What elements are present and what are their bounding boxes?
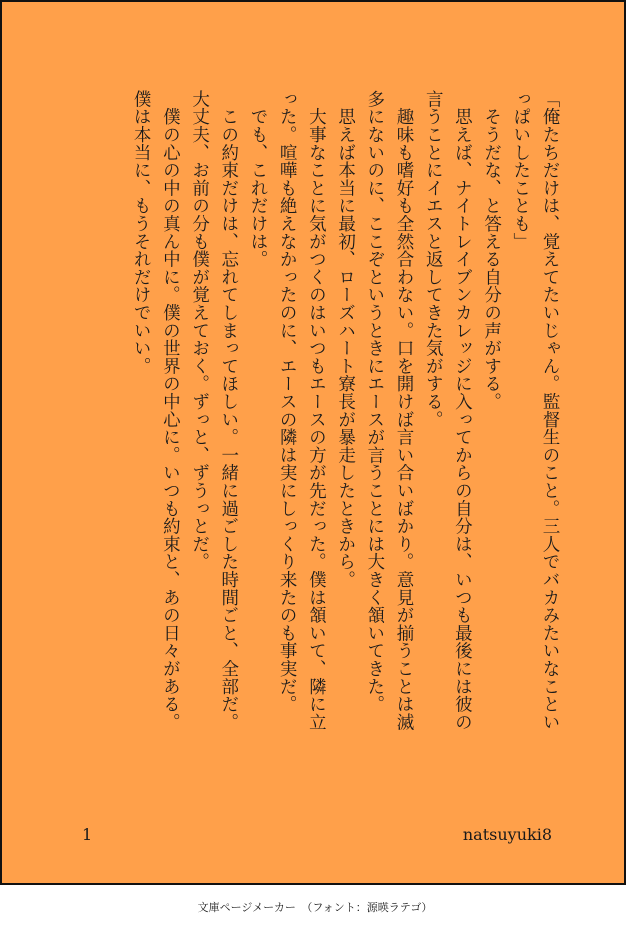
paragraph: 趣味も嗜好も全然合わない。口を開けば言い合いばかり。意見が揃うことは滅 多にないのに、ここぞというときにエースが言うことには大きく頷いてきた。 xyxy=(364,90,414,731)
paragraph: 思えば本当に最初、ローズハート寮長が暴走したときから。 xyxy=(335,90,356,589)
paragraph: でも、これだけは。 xyxy=(247,90,268,268)
generator-credit: 文庫ページメーカー （フォント：源暎ラテゴ） xyxy=(197,901,433,914)
paragraph: 思えば、ナイトレイブンカレッジに入ってからの自分は、いつも最後には彼の 言うことにイエスと返してきた気がする。 xyxy=(423,90,473,731)
paragraph: この約束だけは、忘れてしまってほしい。一緒に過ごした時間ごと、全部だ。 xyxy=(218,90,239,731)
paragraph: 大事なことに気がつくのはいつもエースの方が先だった。僕は頷いて、隣に立 った。喧嘩も絶えなかったのに、エースの隣は実にしっくり来たのも事実だ。 xyxy=(277,90,327,731)
author-name: natsuyuki8 xyxy=(462,825,552,844)
page-number: 1 xyxy=(82,825,93,844)
vertical-text-body xyxy=(74,90,564,808)
paragraph: 大丈夫、お前の分も僕が覚えておく。ずっと、ずうっとだ。 xyxy=(189,90,210,571)
paragraph: 僕は本当に、もうそれだけでいい。 xyxy=(131,90,152,375)
paragraph: 「俺たちだけは、覚えてたいじゃん。監督生のこと。三人でバカみたいなことい っぱいしたことも」 xyxy=(510,90,560,731)
paragraph: 僕の心の中の真ん中に。僕の世界の中心に。いつも約束と、あの日々がある。 xyxy=(160,90,181,731)
paragraph: そうだな、と答える自分の声がする。 xyxy=(481,90,502,411)
